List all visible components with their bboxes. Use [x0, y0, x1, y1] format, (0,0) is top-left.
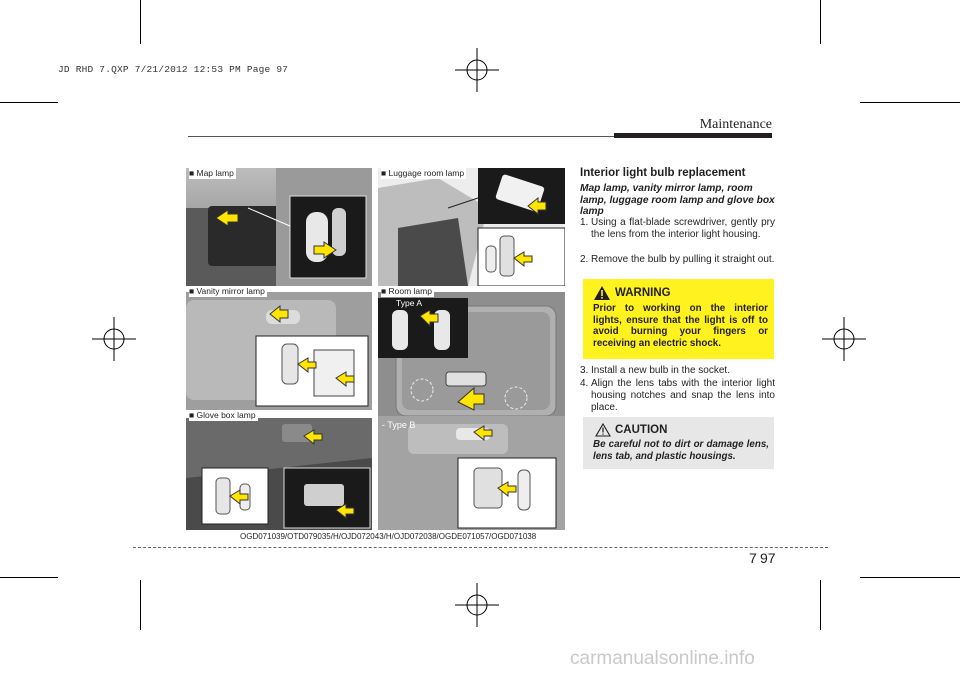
registration-mark-left [92, 317, 136, 361]
caution-box [583, 417, 774, 469]
photo-grid [186, 168, 565, 530]
section-subheading: Map lamp, vanity mirror lamp, room lamp, luggage room lamp and glove box lamp [580, 183, 775, 217]
chapter-number: 7 [749, 550, 757, 566]
map-lamp-photo [186, 168, 372, 286]
luggage-lamp-photo [378, 168, 565, 286]
warning-title: WARNING [615, 287, 671, 299]
vanity-lamp-caption: ■ Vanity mirror lamp [189, 286, 265, 296]
watermark-text: carmanualsonline.info [570, 648, 755, 669]
caution-triangle-icon [595, 423, 611, 437]
glove-lamp-caption: ■ Glove box lamp [189, 410, 256, 420]
luggage-lamp-caption: ■ Luggage room lamp [381, 168, 465, 178]
vanity-lamp-photo [186, 292, 372, 410]
warning-text: Prior to working on the interior lights, ensure that the light is off to avoid burning your fingers or receiving an electric shock. [593, 303, 768, 349]
step-2: 2. Remove the bulb by pulling it straight out. [580, 254, 775, 265]
page-number: 97 [760, 550, 776, 566]
warning-box [583, 279, 774, 359]
header-rule-accent [614, 133, 772, 138]
header-rule [188, 136, 614, 137]
caution-text: Be careful not to dirt or damage lens, lens tab, and plastic housings. [593, 439, 769, 462]
room-lamp-photo [378, 292, 565, 530]
section-heading: Interior light bulb replacement [580, 167, 746, 179]
step-4: 4. Align the lens tabs with the interior light housing notches and snap the lens into place. [580, 378, 775, 413]
registration-mark-right [822, 317, 866, 361]
image-credit: OGD071039/OTD079035/H/OJD072043/H/OJD072038/OGDE071057/OGD071038 [240, 532, 537, 541]
warning-triangle-icon [593, 285, 611, 301]
caution-title: CAUTION [615, 424, 668, 436]
footer-rule [133, 547, 828, 548]
step-3: 3. Install a new bulb in the socket. [580, 365, 730, 376]
type-b-label: - Type B [382, 420, 416, 430]
section-title: Maintenance [699, 117, 772, 132]
type-a-label: Type A [396, 298, 422, 308]
registration-mark-top [455, 48, 499, 92]
room-lamp-caption: ■ Room lamp [381, 286, 432, 296]
print-slug: JD RHD 7.QXP 7/21/2012 12:53 PM Page 97 [58, 64, 289, 75]
map-lamp-caption: ■ Map lamp [189, 168, 234, 178]
step-1: 1. Using a flat-blade screwdriver, gently pry the lens from the interior light housing. [580, 217, 775, 240]
glove-lamp-photo [186, 418, 372, 530]
registration-mark-bottom [455, 583, 499, 627]
